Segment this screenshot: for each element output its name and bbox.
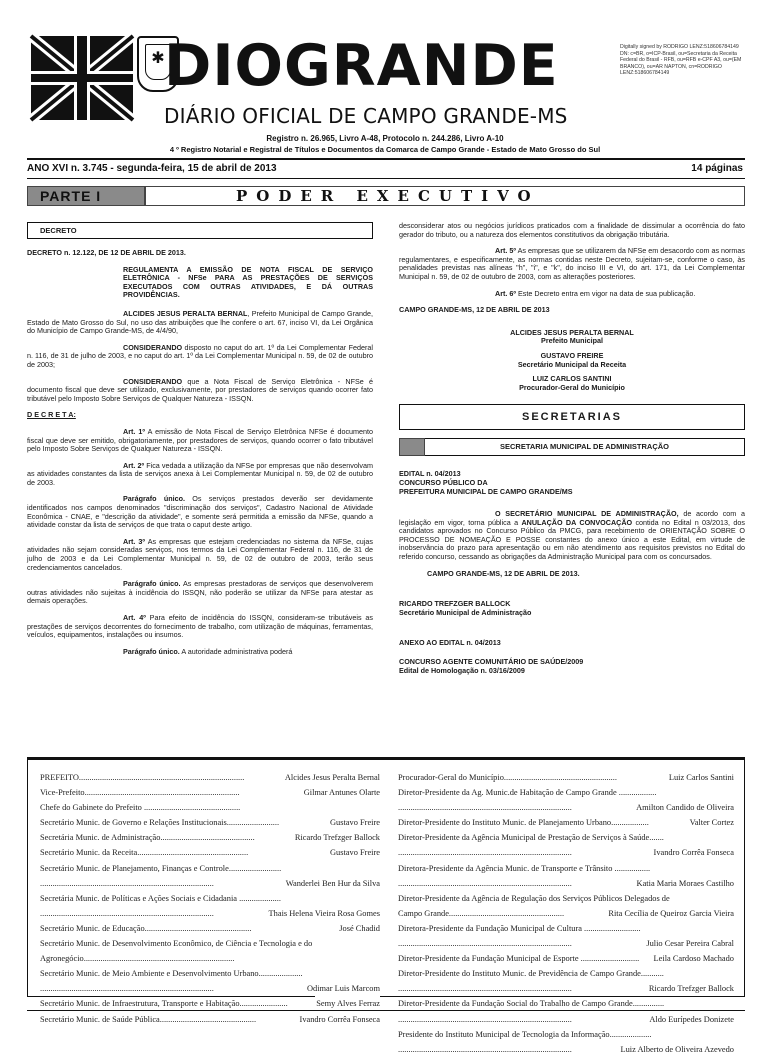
directory-office: Secretário Munic. de Governo e Relações Institucionais......................... bbox=[40, 818, 280, 828]
directory-name: Aldo Eurípedes Donizete bbox=[648, 1012, 734, 1027]
signature-block bbox=[399, 352, 745, 369]
paragraph-unico bbox=[27, 648, 373, 657]
directory-office: Procurador-Geral do Município...................................................... bbox=[398, 773, 617, 782]
directory-row bbox=[40, 845, 380, 860]
directory-name: Alcides Jesus Peralta Bernal bbox=[284, 770, 380, 785]
date-line: CAMPO GRANDE-MS, 12 DE ABRIL DE 2013. bbox=[427, 568, 580, 578]
directory-name: Ricardo Trefzger Ballock bbox=[648, 981, 734, 996]
directory-office: Vice-Prefeito.......................................................................... bbox=[40, 788, 240, 798]
directory-office: ................................................................................... bbox=[398, 984, 572, 994]
directory-name: Leila Cardoso Machado bbox=[653, 951, 734, 966]
directory-name: Thais Helena Vieira Rosa Gomes bbox=[268, 906, 380, 921]
directory-office: PREFEITO............................................................................... bbox=[40, 773, 245, 782]
article-1 bbox=[27, 428, 373, 454]
directory-row bbox=[40, 876, 380, 891]
signer-name: GUSTAVO FREIRE bbox=[540, 350, 604, 360]
signer-title: Prefeito Municipal bbox=[541, 336, 603, 346]
directory-row bbox=[398, 1027, 734, 1042]
bold-run: Parágrafo único. bbox=[123, 579, 181, 589]
article-6 bbox=[399, 290, 745, 299]
sma-header bbox=[399, 438, 745, 456]
text-run: de acordo com a legislação em vigor, torna pública a bbox=[399, 509, 745, 527]
text-run: , Prefeito Municipal de Campo Grande, Estado de Mato Grosso do Sul, no uso das atribuições que lhe confere o art. 67, inciso VI, da Lei Orgânica do Município de Campo Grande-MS, de 4/4/90, bbox=[27, 308, 373, 336]
signer-title: Procurador-Geral do Município bbox=[519, 382, 625, 392]
contest-title: CONCURSO AGENTE COMUNITÁRIO DE SAÚDE/2009 bbox=[399, 657, 584, 667]
directory-name: José Chadid bbox=[338, 921, 380, 936]
directory-row bbox=[40, 815, 380, 830]
text-run: As empresas prestadoras de serviços que desenvolverem outras atividades não sujeitas à incidência do ISSQN, não poderão se utilizar da NFSe para atestar as demais operações. bbox=[27, 579, 373, 606]
directory-name: Gustavo Freire bbox=[329, 845, 380, 860]
directory-office: Secretário Munic. de Desenvolvimento Econômico, de Ciência e Tecnologia e do bbox=[40, 939, 313, 949]
directory-office: ................................................................................... bbox=[40, 908, 214, 918]
directory-row bbox=[40, 951, 380, 966]
directory-row bbox=[398, 1012, 734, 1027]
decree-heading: DECRETO n. 12.122, DE 12 DE ABRIL DE 2013. bbox=[27, 248, 186, 257]
directory-office: Secretário Munic. de Meio Ambiente e Desenvolvimento Urbano..................... bbox=[40, 969, 303, 979]
text-run: Fica vedada a utilização da NFSe por empresas que não desenvolvam as atividades constantes da lista de serviços anexa à Lei Complementar Municipal n. 59, de 02 de outubro de 2003. bbox=[27, 460, 374, 487]
directory-box bbox=[27, 757, 745, 1054]
bold-run: CONSIDERANDO bbox=[123, 342, 183, 352]
directory-office: Secretária Munic. de Políticas e Ações Sociais e Cidadania .................... bbox=[40, 893, 281, 903]
text-run: contida no Edital n 03/2013, dos candidatos aprovados no Concurso Público da PMCG, para recebimento de ORIENTAÇÃO SOBRE O PROCESSO DE NOMEAÇÃO E POSSE constantes do anexo único a este Edital, em virtude de inobservância do prazo para apresentação ou em não atendimento aos requisitos previstos no Edital do referido concurso, cessando as obrigações da Administração Municipal para com os concursados. bbox=[399, 517, 745, 562]
directory-office: Diretor-Presidente da Agência Municipal de Prestação de Serviços à Saúde....... bbox=[398, 833, 664, 843]
newspaper-title: DIOGRANDE bbox=[164, 33, 559, 99]
bold-run: ANULAÇÃO DA CONVOCAÇÃO bbox=[521, 517, 633, 527]
directory-row bbox=[398, 845, 734, 860]
text-run: Os serviços prestados deverão ser devidamente identificados nos campos denominados "discriminação dos serviços", Cadastro Nacional de Atividade Econômica - CNAE, e "descrição da atividade", e somente será permitida a emissão da NFSe, quando a atividade constar da lista de serviços de que trata o caput deste artigo. bbox=[27, 494, 373, 530]
directory-office: Secretário Munic. de Educação................................................... bbox=[40, 923, 252, 933]
directory-office: Secretária Munic. de Administração............................................. bbox=[40, 833, 255, 843]
text-run: A autoridade administrativa poderá bbox=[179, 646, 293, 656]
directory-row bbox=[40, 861, 380, 876]
text-run: A emissão de Nota Fiscal de Serviço Eletrônica NFSe é documento fiscal que deve ser emitido, obrigatoriamente, por prestadores de serviços, quando ocorrer o fato tributável pelo Imposto Sobre Serviços de Qualquer Natureza - ISSQN. bbox=[27, 426, 374, 454]
directory-office: Chefe do Gabinete do Prefeito .............................................. bbox=[40, 803, 241, 813]
decree-ementa: REGULAMENTA A EMISSÃO DE NOTA FISCAL DE SERVIÇO ELETRÔNICA - NFSe PARA AS PRESTAÇÕES DE SERVIÇOS EXECUTADOS COM OUTRAS ATIVIDADES, E DÁ OUTRAS PROVIDÊNCIAS. bbox=[123, 264, 373, 300]
edital-body bbox=[399, 510, 745, 562]
divider bbox=[27, 178, 745, 179]
bold-run: Art. 6º bbox=[495, 288, 516, 298]
paragraph bbox=[27, 344, 373, 370]
directory-row bbox=[398, 770, 734, 785]
directory-row bbox=[40, 1012, 380, 1027]
directory-row bbox=[398, 1042, 734, 1057]
directory-row bbox=[398, 951, 734, 966]
newspaper-subtitle: DIÁRIO OFICIAL DE CAMPO GRANDE-MS bbox=[164, 104, 568, 128]
directory-row bbox=[40, 785, 380, 800]
bold-run: Art. 4º bbox=[123, 613, 146, 622]
directory-office: Secretário Munic. da Receita..................................................... bbox=[40, 848, 249, 858]
edital-title: CONCURSO PÚBLICO DA bbox=[399, 477, 488, 487]
directory-row bbox=[40, 981, 380, 996]
decree-box: DECRETO bbox=[27, 222, 373, 239]
directory-office: ................................................................................... bbox=[398, 1044, 572, 1054]
article-3 bbox=[27, 538, 373, 572]
directory-office: Diretor-Presidente do Instituto Munic. de Planejamento Urbano.................. bbox=[398, 818, 649, 828]
directory-row bbox=[40, 891, 380, 906]
directory-name: Odimar Luis Marcom bbox=[306, 981, 380, 996]
directory-office: ................................................................................... bbox=[40, 878, 214, 888]
directory-office: Diretor-Presidente da Fundação Municipal de Esporte ............................ bbox=[398, 954, 640, 964]
text-run: As empresas que se utilizarem da NFSe em desacordo com as normas regulamentares, e especificamente, as normas contidas neste Decreto, sujeitam-se, conforme o caso, às penalidades previstas nas alíneas "h", "i", e "k", do inciso III e VI, do art. 171, da Lei Complementar Municipal n. 59, de 02 de outubro de 2003, com as alterações posteriores. bbox=[399, 246, 746, 281]
directory-office: ................................................................................... bbox=[398, 1014, 572, 1024]
directory-office: Diretora-Presidente da Fundação Municipal de Cultura ........................... bbox=[398, 923, 641, 933]
page-count: 14 páginas bbox=[691, 163, 743, 174]
directory-row bbox=[398, 966, 734, 981]
issue-info: ANO XVI n. 3.745 - segunda-feira, 15 de abril de 2013 bbox=[27, 163, 277, 174]
paragraph-unico bbox=[27, 495, 373, 529]
signer-title: Secretário Municipal de Administração bbox=[399, 607, 532, 617]
directory-row bbox=[398, 800, 734, 815]
signer-name: ALCIDES JESUS PERALTA BERNAL bbox=[510, 327, 634, 337]
decreta-label: D E C R E T A: bbox=[27, 410, 76, 420]
bold-run: Art. 2º bbox=[123, 460, 145, 470]
paragraph bbox=[27, 310, 373, 336]
directory-office: ................................................................................... bbox=[398, 848, 572, 858]
directory-name: Ivandro Corrêa Fonseca bbox=[299, 1012, 380, 1027]
directory-row bbox=[40, 921, 380, 936]
directory-office: ................................................................................... bbox=[398, 939, 572, 949]
directory-office: Secretário Munic. de Infraestrutura, Transporte e Habitação....................... bbox=[40, 999, 288, 1009]
text-run: Este Decreto entra em vigor na data de sua publicação. bbox=[516, 288, 696, 298]
edital-title: PREFEITURA MUNICIPAL DE CAMPO GRANDE/MS bbox=[399, 486, 573, 496]
date-line: CAMPO GRANDE-MS, 12 DE ABRIL DE 2013 bbox=[399, 305, 550, 315]
coat-of-arms-icon: ✱ bbox=[137, 36, 179, 92]
directory-office: Presidente do Instituto Municipal de Tecnologia da Informação.................... bbox=[398, 1029, 652, 1039]
directory-office: Diretor-Presidente do Instituto Munic. de Previdência de Campo Grande........... bbox=[398, 969, 664, 979]
signer-title: Secretário Municipal da Receita bbox=[517, 359, 627, 369]
bold-run: Parágrafo único. bbox=[123, 494, 186, 504]
directory-office: Diretor-Presidente da Agência de Regulação dos Serviços Públicos Delegados de bbox=[398, 893, 670, 903]
directory-office: Secretário Munic. de Saúde Pública.............................................. bbox=[40, 1014, 257, 1024]
registration-line-2: 4 º Registro Notarial e Registral de Títulos e Documentos da Comarca de Campo Grande - Estado de Mato Grosso do Sul bbox=[169, 145, 601, 154]
directory-office: Diretora-Presidente da Agência Munic. de Transporte e Trânsito ................. bbox=[398, 863, 651, 873]
directory-name: Semy Alves Ferraz bbox=[315, 996, 380, 1011]
directory-row bbox=[398, 921, 734, 936]
directory-row bbox=[40, 906, 380, 921]
bold-run: O SECRETÁRIO MUNICIPAL DE ADMINISTRAÇÃO, bbox=[495, 509, 679, 519]
bold-run: Art. 3º bbox=[123, 536, 146, 546]
signature-block bbox=[399, 329, 745, 346]
directory-name: Luiz Alberto de Oliveira Azevedo bbox=[620, 1042, 735, 1057]
annex-title: ANEXO AO EDITAL n. 04/2013 bbox=[399, 638, 501, 648]
directory-name: Ivandro Corrêa Fonseca bbox=[653, 845, 734, 860]
article-5 bbox=[399, 247, 745, 281]
signature-block bbox=[399, 375, 745, 392]
directory-office: Campo Grande....................................................... bbox=[398, 908, 565, 918]
directory-left bbox=[40, 770, 380, 1027]
directory-row bbox=[398, 785, 734, 800]
directory-office: Agronegócio........................................................................ bbox=[40, 954, 235, 964]
edital-title: EDITAL n. 04/2013 bbox=[399, 469, 461, 479]
directory-office: Diretor-Presidente da Fundação Social do Trabalho de Campo Grande............... bbox=[398, 999, 665, 1009]
directory-name: Katia Maria Moraes Castilho bbox=[636, 876, 734, 891]
directory-name: Luiz Carlos Santini bbox=[668, 770, 734, 785]
directory-row bbox=[40, 966, 380, 981]
flag-logo bbox=[31, 36, 133, 120]
bold-run: CONSIDERANDO bbox=[123, 376, 183, 386]
directory-office: ................................................................................... bbox=[40, 984, 214, 994]
signer-name: LUIZ CARLOS SANTINI bbox=[532, 374, 612, 384]
bold-run: Parágrafo único. bbox=[123, 646, 180, 656]
bold-run: Art. 5º bbox=[495, 246, 517, 256]
directory-name: Julio Cesar Pereira Cabral bbox=[645, 936, 734, 951]
directory-row bbox=[398, 981, 734, 996]
registration-line: Registro n. 26.965, Livro A-48, Protocolo n. 244.286, Livro A-10 bbox=[266, 134, 504, 143]
article-4 bbox=[27, 614, 373, 640]
directory-name: Wanderlei Ben Hur da Silva bbox=[285, 876, 380, 891]
paragraph bbox=[27, 378, 373, 404]
divider bbox=[27, 158, 745, 160]
divider bbox=[27, 1010, 745, 1011]
directory-name: Ricardo Trefzger Ballock bbox=[294, 830, 380, 845]
text-run: disposto no caput do art. 1º da Lei Complementar Federal n. 116, de 31 de julho de 2003, e no caput do art. 1º da Lei Complementar Municipal n. 59, de 02 de outubro de 2003; bbox=[27, 342, 373, 369]
directory-name: Gilmar Antunes Olarte bbox=[303, 785, 380, 800]
directory-office: ................................................................................... bbox=[398, 803, 572, 813]
text-run: As empresas que estejam credenciadas no sistema da NFSe, cujas atividades não sejam consideradas serviços, nos termos da Lei Complementar Federal n. 116, de 31 de julho de 2003 e da Lei Complementar Municipal n. 59, de 02 de outubro de 2003, terão seus credenciamentos cancelados. bbox=[27, 536, 373, 572]
right-column bbox=[399, 222, 745, 675]
directory-row bbox=[398, 861, 734, 876]
part-label: PARTE I bbox=[27, 186, 145, 206]
directory-row bbox=[40, 800, 380, 815]
bold-run: ALCIDES JESUS PERALTA BERNAL bbox=[123, 308, 248, 318]
sma-marker bbox=[399, 438, 425, 456]
secretarias-banner: SECRETARIAS bbox=[399, 404, 745, 430]
directory-row bbox=[40, 936, 380, 951]
directory-row bbox=[398, 815, 734, 830]
directory-row bbox=[398, 936, 734, 951]
directory-name: Gustavo Freire bbox=[329, 815, 380, 830]
text-run: Para efeito de incidência do ISSQN, consideram-se tributáveis as prestações de serviços decorrentes do fornecimento de trabalho, com utilização de máquinas, ferramentas, veículos, equipamentos, instalações ou insumos. bbox=[27, 613, 373, 640]
bold-run: Art. 1º bbox=[123, 426, 146, 436]
directory-row bbox=[40, 770, 380, 785]
directory-office: Secretário Munic. de Planejamento, Finanças e Controle......................... bbox=[40, 863, 282, 873]
sma-label: SECRETARIA MUNICIPAL DE ADMINISTRAÇÃO bbox=[425, 438, 745, 456]
directory-name: Valter Cortez bbox=[689, 815, 734, 830]
digital-signature: Digitally signed by RODRIGO LENZ:518606784149 DN: c=BR, o=ICP-Brasil, ou=Secretaria da Receita Federal do Brasil - RFB, ou=RFB e-CPF A3, ou=(EM BRANCO), ou=AR NAPTON, cn=RODRIGO LENZ:518606784149 bbox=[620, 44, 742, 77]
directory-row bbox=[398, 830, 734, 845]
text-run: que a Nota Fiscal de Serviço Eletrônica - NFSe é documento fiscal que deve ser utilizado, exclusivamente, por prestadores de serviços quando ocorrer fato tributável pelo Imposto Sobre Serviços de Qualquer Natureza - ISSQN. bbox=[27, 376, 373, 403]
signer-name: RICARDO TREFZGER BALLOCK bbox=[399, 599, 511, 609]
directory-office: Diretor-Presidente da Ag. Munic.de Habitação de Campo Grande .................. bbox=[398, 788, 657, 798]
contest-edital: Edital de Homologação n. 03/16/2009 bbox=[399, 665, 525, 675]
left-column bbox=[27, 222, 373, 664]
article-2 bbox=[27, 462, 373, 488]
directory-name: Rita Cecília de Queiroz Garcia Vieira bbox=[607, 906, 734, 921]
directory-row bbox=[40, 830, 380, 845]
paragraph: desconsiderar atos ou negócios jurídicos praticados com a finalidade de dissimular a ocorrência do fato gerador do tributo, ou a natureza dos elementos constitutivos da obrigação tributária. bbox=[399, 221, 745, 239]
directory-row bbox=[398, 906, 734, 921]
directory-right bbox=[398, 770, 734, 1057]
directory-office: ................................................................................... bbox=[398, 878, 572, 888]
directory-row bbox=[398, 891, 734, 906]
paragraph-unico bbox=[27, 580, 373, 606]
directory-name: Amilton Candido de Oliveira bbox=[635, 800, 734, 815]
directory-row bbox=[398, 876, 734, 891]
section-banner: PODER EXECUTIVO bbox=[145, 186, 745, 206]
